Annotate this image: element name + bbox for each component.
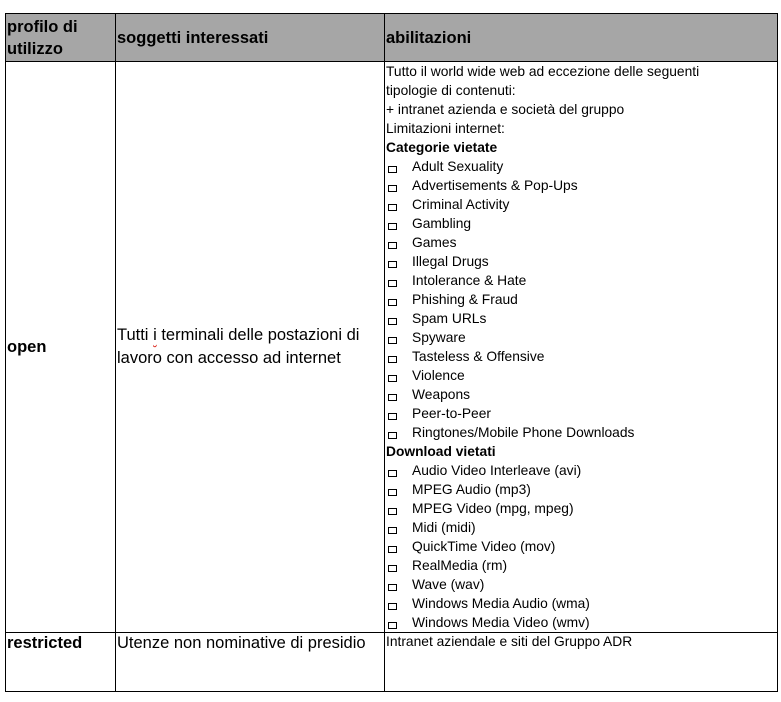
- square-bullet-icon: [388, 356, 397, 363]
- permissions-cell-open: [385, 62, 778, 633]
- downloads-heading: Download vietati: [386, 444, 496, 459]
- square-bullet-icon: [388, 280, 397, 287]
- intro-line: Limitazioni internet:: [386, 121, 505, 136]
- list-item: Tasteless & Offensive: [386, 347, 777, 366]
- list-item: Advertisements & Pop-Ups: [386, 176, 777, 195]
- square-bullet-icon: [388, 527, 397, 534]
- square-bullet-icon: [388, 242, 397, 249]
- categories-heading: Categorie vietate: [386, 140, 498, 155]
- list-item: Games: [386, 233, 777, 252]
- profile-cell-open: open: [6, 62, 116, 633]
- intro-line: tipologie di contenuti:: [386, 83, 516, 98]
- list-item: MPEG Audio (mp3): [386, 480, 777, 499]
- blocked-downloads-list: [386, 461, 777, 632]
- list-item: RealMedia (rm): [386, 556, 777, 575]
- list-item: Violence: [386, 366, 777, 385]
- list-item: QuickTime Video (mov): [386, 537, 777, 556]
- square-bullet-icon: [388, 337, 397, 344]
- subjects-cell-open: [116, 62, 385, 633]
- square-bullet-icon: [388, 223, 397, 230]
- list-item: Peer-to-Peer: [386, 404, 777, 423]
- square-bullet-icon: [388, 185, 397, 192]
- header-profile: profilo di utilizzo: [6, 14, 116, 62]
- subjects-text-end: terminali delle postazioni di lavoro con accesso ad internet: [117, 326, 360, 367]
- square-bullet-icon: [388, 565, 397, 572]
- square-bullet-icon: [388, 622, 397, 629]
- list-item: Weapons: [386, 385, 777, 404]
- permissions-cell-restricted: Intranet aziendale e siti del Gruppo ADR: [385, 633, 778, 692]
- list-item: Illegal Drugs: [386, 252, 777, 271]
- intro-line: + intranet azienda e società del gruppo: [386, 102, 625, 117]
- square-bullet-icon: [388, 299, 397, 306]
- list-item: Spam URLs: [386, 309, 777, 328]
- list-item: Intolerance & Hate: [386, 271, 777, 290]
- list-item: Windows Media Video (wmv): [386, 613, 777, 632]
- list-item: Adult Sexuality: [386, 157, 777, 176]
- list-item: Gambling: [386, 214, 777, 233]
- list-item: Ringtones/Mobile Phone Downloads: [386, 423, 777, 442]
- profile-cell-restricted: restricted: [6, 633, 116, 692]
- table-row-restricted: [6, 633, 778, 692]
- square-bullet-icon: [388, 375, 397, 382]
- list-item: Criminal Activity: [386, 195, 777, 214]
- square-bullet-icon: [388, 394, 397, 401]
- list-item: Spyware: [386, 328, 777, 347]
- square-bullet-icon: [388, 584, 397, 591]
- square-bullet-icon: [388, 470, 397, 477]
- table-header-row: [6, 14, 778, 62]
- square-bullet-icon: [388, 261, 397, 268]
- square-bullet-icon: [388, 204, 397, 211]
- usage-profiles-table: [5, 13, 778, 692]
- blocked-categories-list: [386, 157, 777, 442]
- header-permissions: abilitazioni: [385, 14, 778, 62]
- list-item: Phishing & Fraud: [386, 290, 777, 309]
- header-subjects: soggetti interessati: [116, 14, 385, 62]
- subjects-text-start: Tutti: [117, 326, 154, 344]
- intro-line: Tutto il world wide web ad eccezione delle seguenti: [386, 64, 700, 79]
- square-bullet-icon: [388, 318, 397, 325]
- square-bullet-icon: [388, 546, 397, 553]
- square-bullet-icon: [388, 413, 397, 420]
- square-bullet-icon: [388, 432, 397, 439]
- list-item: MPEG Video (mpg, mpeg): [386, 499, 777, 518]
- list-item: Midi (midi): [386, 518, 777, 537]
- subjects-cell-restricted: Utenze non nominative di presidio: [116, 633, 385, 692]
- square-bullet-icon: [388, 508, 397, 515]
- list-item: Windows Media Audio (wma): [386, 594, 777, 613]
- square-bullet-icon: [388, 489, 397, 496]
- square-bullet-icon: [388, 603, 397, 610]
- spellcheck-flagged-word: i: [153, 326, 157, 344]
- list-item: Audio Video Interleave (avi): [386, 461, 777, 480]
- table-row-open: [6, 62, 778, 633]
- square-bullet-icon: [388, 166, 397, 173]
- list-item: Wave (wav): [386, 575, 777, 594]
